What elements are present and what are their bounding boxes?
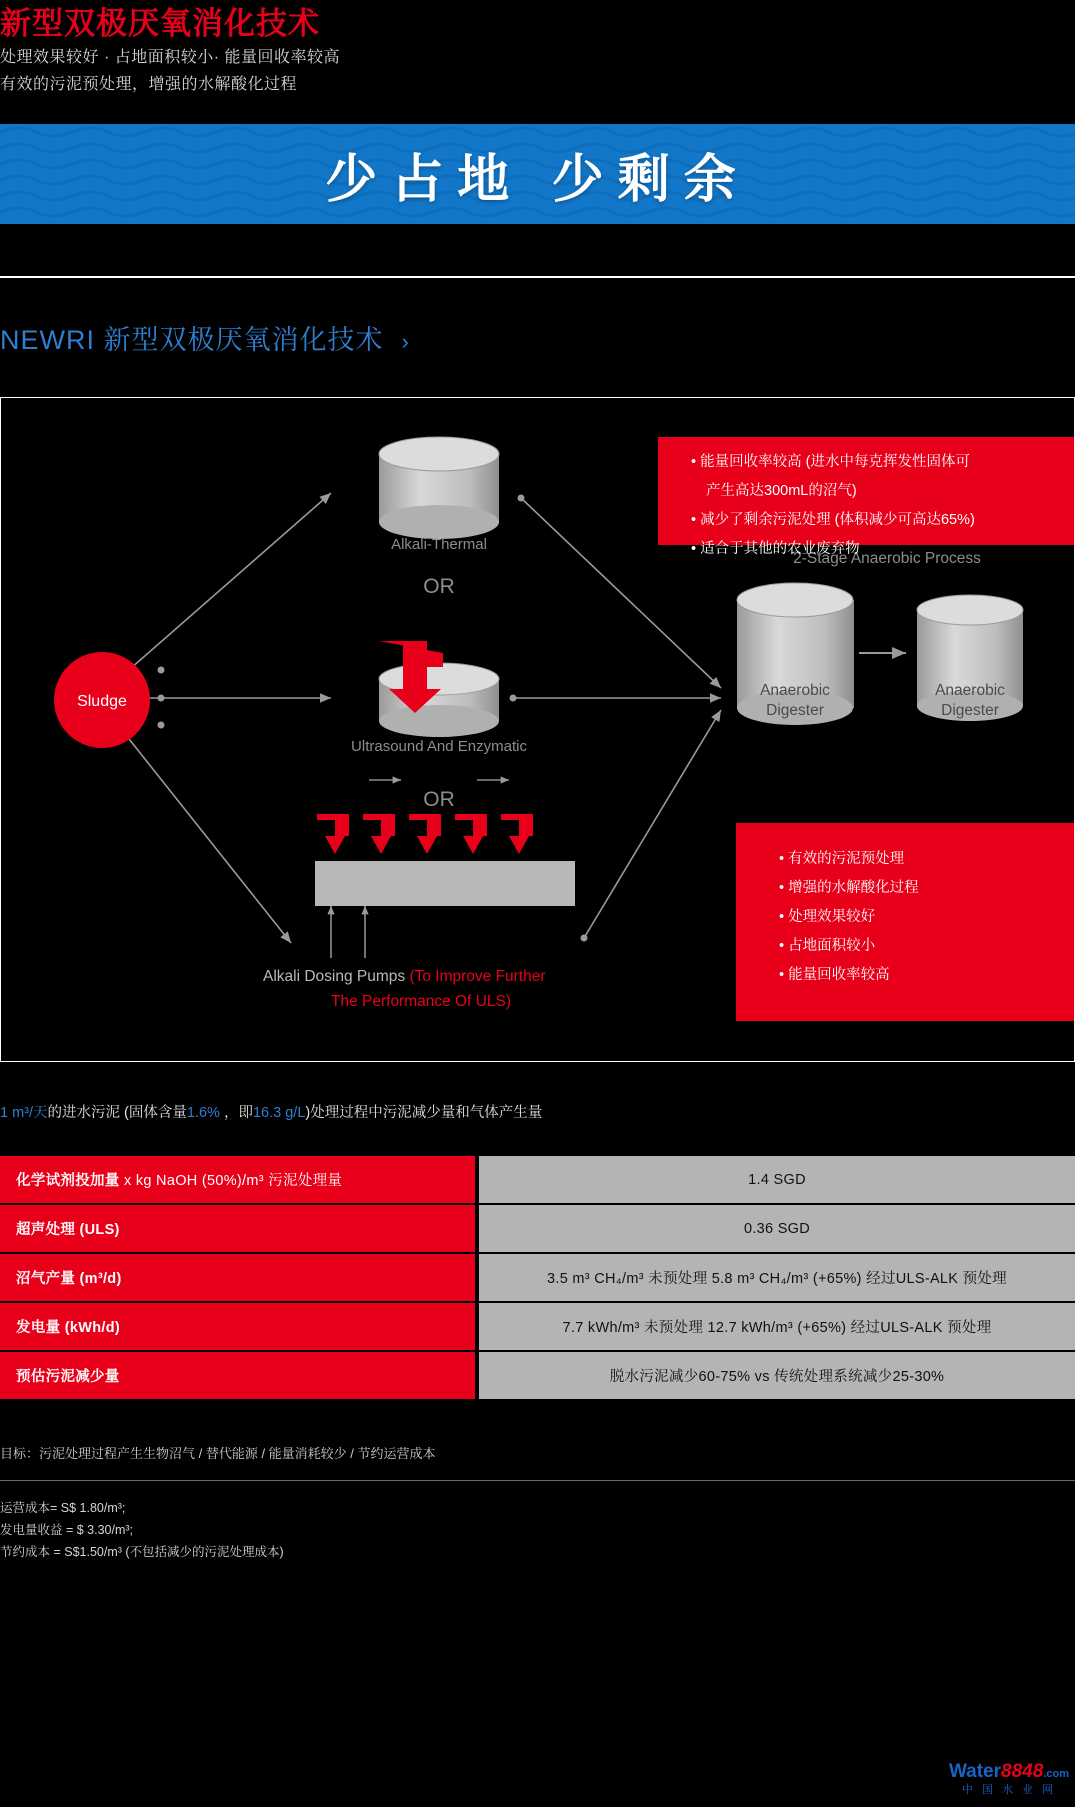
svg-text:Digester: Digester [941, 702, 999, 719]
page-title: 新型双极厌氧消化技术 [0, 6, 320, 41]
watermark-word: Water [948, 1760, 1002, 1782]
header-subtitle-2: 有效的污泥预处理，增强的水解酸化过程 [0, 76, 298, 93]
table-row [0, 1254, 1075, 1301]
banner-text: 少占地 少剩余 [325, 150, 750, 209]
row-label [0, 1352, 475, 1399]
row-label [0, 1205, 475, 1252]
row-value: 3.5 m³ CH₄/m³ 未预处理 5.8 m³ CH₄/m³ (+65%) 经过ULS-ALK 预处理 [479, 1254, 1075, 1301]
section-heading-label: NEWRI 新型双极厌氧消化技术 [0, 325, 384, 355]
svg-text:2-Stage Anaerobic Process: 2-Stage Anaerobic Process [793, 550, 981, 567]
svg-text:Alkali-Thermal: Alkali-Thermal [391, 536, 487, 553]
caption-solids-conc: 16.3 g/L [252, 1105, 306, 1121]
watermark-domain: .com [1043, 1767, 1069, 1780]
flow-caption [0, 1102, 1075, 1124]
svg-text:The Performance Of ULS): The Performance Of ULS) [331, 993, 512, 1010]
row-label-bold: 超声处理 (ULS) [16, 1222, 120, 1238]
section-heading [0, 278, 1075, 357]
svg-text:Sludge: Sludge [77, 693, 127, 710]
row-label-bold: 预估污泥减少量 [16, 1369, 120, 1385]
row-label [0, 1156, 475, 1203]
red-dosing-arrows-icon [317, 814, 533, 854]
row-value: 脱水污泥减少60-75% vs 传统处理系统减少25-30% [479, 1352, 1075, 1399]
ultrasound-tank [379, 663, 499, 737]
row-value: 0.36 SGD [479, 1205, 1075, 1252]
caption-text-3: )处理过程中污泥减少量和气体产生量 [305, 1105, 543, 1121]
blue-banner [0, 124, 1075, 224]
cost-line-1: 运营成本= S$ 1.80/m³; [0, 1501, 126, 1515]
site-watermark [949, 1761, 1069, 1797]
footer-divider [0, 1480, 1075, 1481]
svg-text:Digester: Digester [766, 702, 824, 719]
cost-line-3: 节约成本 = S$1.50/m³ (不包括减少的污泥处理成本) [0, 1545, 284, 1559]
table-row [0, 1303, 1075, 1350]
svg-text:OR: OR [423, 788, 455, 811]
row-label [0, 1303, 475, 1350]
dosing-basin [315, 861, 575, 906]
caption-flow-rate: 1 m³/天 [0, 1105, 48, 1121]
watermark-brand [949, 1761, 1069, 1783]
svg-text:• 能量回收率较高 (进水中每克挥发性固体可产生高达300m: • 能量回收率较高 (进水中每克挥发性固体可产生高达300mL的沼气) • 减少了剩余污泥处理 (体积减少可高达65%) • 适合于其他的农业废弃物 [691, 454, 975, 557]
table-row [0, 1205, 1075, 1252]
table-row [0, 1156, 1075, 1203]
caption-solids-pct: 1.6% [186, 1105, 220, 1121]
watermark-cn: 中 国 水 业 网 [961, 1784, 1057, 1797]
table-row [0, 1352, 1075, 1399]
caption-text-2: ，即 [219, 1105, 253, 1121]
row-label-bold: 化学试剂投加量 [16, 1173, 120, 1189]
process-diagram [0, 397, 1075, 1062]
row-value: 1.4 SGD [479, 1156, 1075, 1203]
svg-text:Anaerobic: Anaerobic [760, 682, 830, 699]
chevron-right-icon: › [401, 329, 410, 354]
header-subtitle-1: 处理效果较好 · 占地面积较小· 能量回收率较高 [0, 49, 340, 66]
svg-text:• 有效的污泥预处理• 增强的水解酸化过程• 处理效果较好•: • 有效的污泥预处理• 增强的水解酸化过程• 处理效果较好• 占地面积较小• 能量回收率较高 [779, 851, 919, 983]
goal-text: 目标：污泥处理过程产生生物沼气 / 替代能源 / 能量消耗较少 / 节约运营成本 [0, 1446, 436, 1461]
row-label-bold: 发电量 (kWh/d) [16, 1320, 120, 1336]
svg-text:OR: OR [423, 575, 455, 598]
results-table [0, 1154, 1075, 1401]
svg-text:Anaerobic: Anaerobic [935, 682, 1005, 699]
row-value: 7.7 kWh/m³ 未预处理 12.7 kWh/m³ (+65%) 经过ULS-ALK 预处理 [479, 1303, 1075, 1350]
alkali-thermal-tank [379, 437, 499, 539]
page-header [0, 0, 1075, 98]
row-label-bold: 沼气产量 (m³/d) [16, 1271, 122, 1287]
cost-summary [0, 1497, 1075, 1563]
cost-line-2: 发电量收益 = $ 3.30/m³; [0, 1523, 134, 1537]
row-label-thin: x kg NaOH (50%)/m³ 污泥处理量 [119, 1173, 343, 1189]
process-diagram-svg [1, 398, 1074, 1061]
svg-text:Ultrasound And Enzymatic: Ultrasound And Enzymatic [351, 738, 527, 755]
watermark-number: 8848 [1001, 1760, 1044, 1782]
row-label [0, 1254, 475, 1301]
svg-text:Alkali Dosing Pumps (To Improv: Alkali Dosing Pumps (To Improve Further [263, 968, 546, 985]
caption-text-1: 的进水污泥 (固体含量 [47, 1105, 187, 1121]
